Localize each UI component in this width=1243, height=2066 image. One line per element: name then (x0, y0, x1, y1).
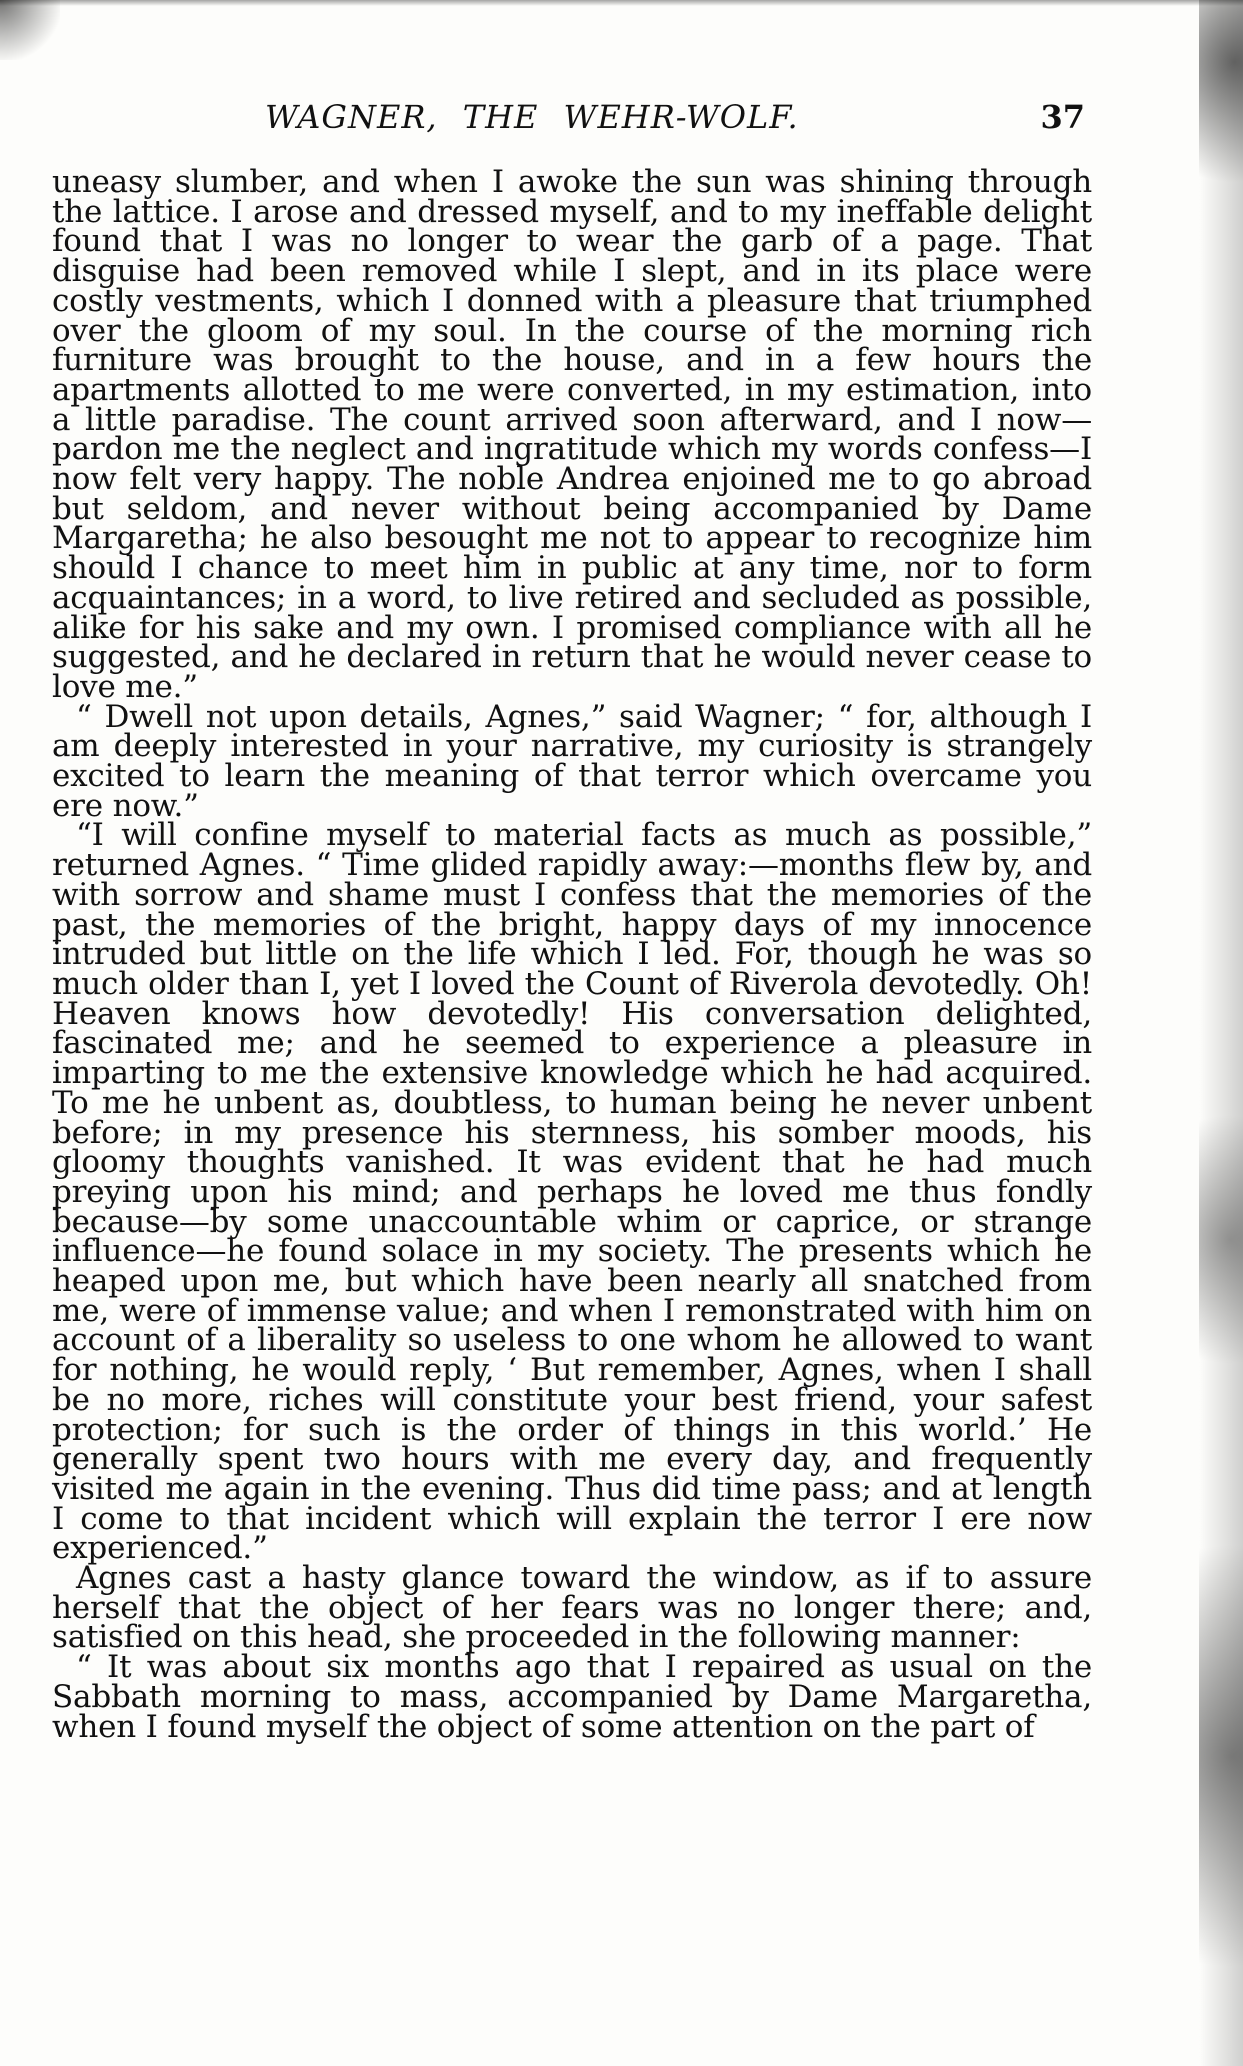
page-number: 37 (1040, 98, 1085, 136)
paragraph-agnes-glance: Agnes cast a hasty glance toward the window, as if to assure herself that the object of her fears was no longer there; and, satisfied on this head, she proceeded in the following manner: (52, 1560, 1092, 1656)
scan-shadow-corner (0, 0, 60, 60)
body-text (52, 164, 1092, 1745)
scan-shadow-top (0, 0, 1243, 6)
paragraph-mass-beginning: “ It was about six months ago that I repaired as usual on the Sabbath morning to mass, accompanied by Dame Margaretha, when I found myself the object of some attention on the part of (52, 1649, 1092, 1745)
scan-shadow-right-edge (1199, 0, 1243, 2066)
paragraph-agnes-narrative: “I will confine myself to material facts as much as possible,” returned Agnes. “ Time glided rapidly away:—months flew by, and with sorrow and shame must I confess that the memories of the past, the memories of the bright, happy days of my innocence intruded but little on the life which I led. For, though he was so much older than I, yet I loved the Count of Riverola devotedly. Oh! Heaven knows how devotedly! His conversation delighted, fascinated me; and he seemed to experience a pleasure in imparting to me the extensive knowledge which he had acquired. To me he unbent as, doubtless, to human being he never unbent before; in my presence his sternness, his somber moods, his gloomy thoughts vanished. It was evident that he had much preying upon his mind; and perhaps he loved me thus fondly because—by some unaccountable whim or caprice, or strange influence—he found solace in my society. The presents which he heaped upon me, but which have been nearly all snatched from me, were of immense value; and when I remonstrated with him on account of a liberality so useless to one whom he allowed to want for nothing, he would reply, ‘ But remember, Agnes, when I shall be no more, riches will constitute your best friend, your safest protection; for such is the order of things in this world.’ He generally spent two hours with me every day, and frequently visited me again in the evening. Thus did time pass; and at length I come to that incident which will explain the terror I ere now experienced.” (52, 817, 1092, 1567)
paragraph-continuation: uneasy slumber, and when I awoke the sun was shining through the lattice. I arose and dressed myself, and to my ineffable delight found that I was no longer to wear the garb of a page. That disguise had been removed while I slept, and in its place were costly vestments, which I donned with a pleasure that triumphed over the gloom of my soul. In the course of the morning rich furniture was brought to the house, and in a few hours the apartments allotted to me were converted, in my estimation, into a little paradise. The count arrived soon afterward, and I now—pardon me the neglect and ingratitude which my words confess—I now felt very happy. The noble Andrea enjoined me to go abroad but seldom, and never without being accompanied by Dame Margaretha; he also besought me not to appear to recognize him should I chance to meet him in public at any time, nor to form acquaintances; in a word, to live retired and secluded as possible, alike for his sake and my own. I promised compliance with all he suggested, and he declared in return that he would never cease to love me.” (52, 164, 1092, 705)
page-header (265, 98, 1085, 150)
paragraph-wagner-reply: “ Dwell not upon details, Agnes,” said Wagner; “ for, although I am deeply interested in your narrative, my curiosity is strangely excited to learn the meaning of that terror which overcame you ere now.” (52, 698, 1092, 824)
running-title: WAGNER, THE WEHR-WOLF. (265, 98, 799, 136)
